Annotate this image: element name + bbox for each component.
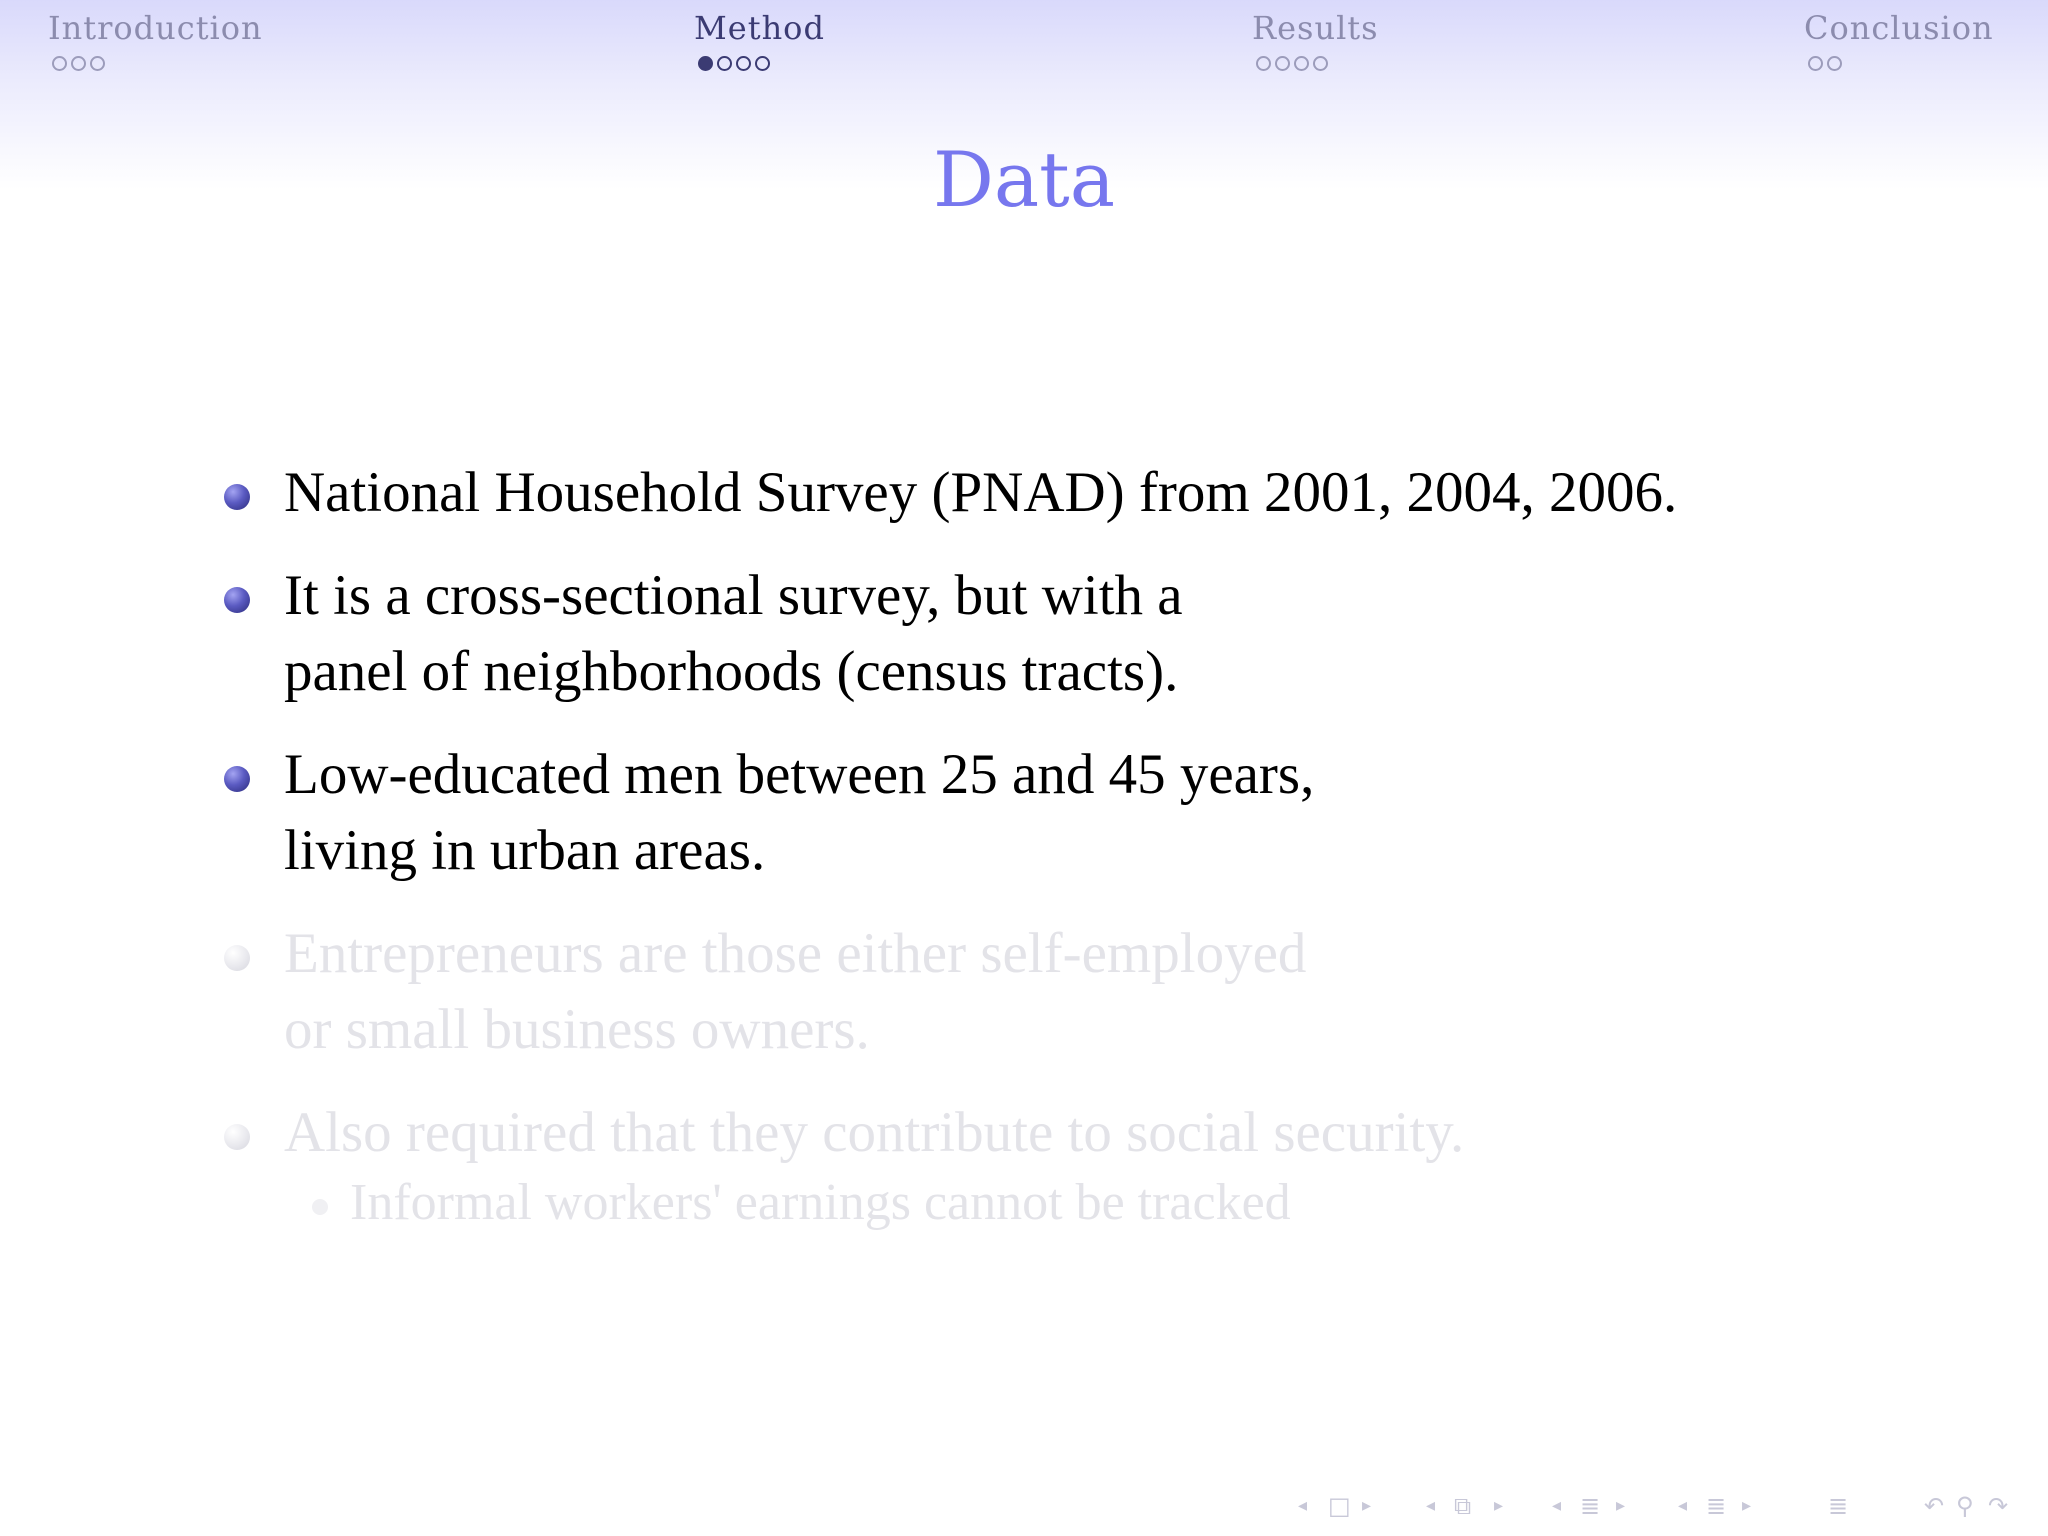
slide-dot[interactable] [1256,56,1271,71]
slide-dot[interactable] [1294,56,1309,71]
section-introduction[interactable] [48,8,263,71]
arrow-left-icon[interactable]: ◂ [1552,1495,1562,1516]
bullet-ball-icon [224,1124,250,1150]
list-item [218,737,1958,889]
section-dots [1256,56,1379,71]
slide-dot[interactable] [1808,56,1823,71]
slide-dot[interactable] [71,56,86,71]
item-text: Also required that they contribute to social security. [284,1101,1465,1164]
search-icon[interactable]: ⚲ [1956,1492,1974,1520]
sub-bullet-icon [312,1199,328,1215]
section-method[interactable] [694,8,825,71]
slide-dot[interactable] [755,56,770,71]
bullet-ball-icon [224,484,250,510]
slide-dot-current[interactable] [698,56,713,71]
bullet-ball-icon [224,945,250,971]
section-label[interactable]: Introduction [48,9,263,47]
item-text: It is a cross-sectional survey, but with a panel of neighborhoods (census tracts). [284,564,1183,703]
subsection-icon[interactable]: ⧉ [1454,1492,1472,1520]
section-conclusion[interactable] [1804,8,1994,71]
arrow-right-icon[interactable]: ▸ [1742,1495,1752,1516]
arrow-left-icon[interactable]: ◂ [1426,1495,1436,1516]
frame-icon[interactable]: □ [1328,1492,1351,1520]
slide-dot[interactable] [717,56,732,71]
section-label[interactable]: Conclusion [1804,9,1994,47]
slide-dot[interactable] [90,56,105,71]
section-label[interactable]: Method [694,9,825,47]
section-icon[interactable]: ≣ [1580,1492,1601,1520]
search-forward-icon[interactable]: ↷ [1988,1492,2009,1520]
arrow-left-icon[interactable]: ◂ [1678,1495,1688,1516]
bullet-ball-icon [224,766,250,792]
bullet-list [218,455,1958,1241]
arrow-left-icon[interactable]: ◂ [1298,1495,1308,1516]
section-dots [698,56,825,71]
section-label[interactable]: Results [1252,9,1379,47]
bullet-ball-icon [224,587,250,613]
slide-dot[interactable] [1827,56,1842,71]
item-text: Entrepreneurs are those either self-employed or small business owners. [284,922,1307,1061]
align-icon[interactable]: ≣ [1828,1492,1849,1520]
arrow-right-icon[interactable]: ▸ [1616,1495,1626,1516]
item-text: Low-educated men between 25 and 45 years, living in urban areas. [284,743,1315,882]
slide-dot[interactable] [1313,56,1328,71]
slide-dot[interactable] [52,56,67,71]
list-item-hidden [218,916,1958,1068]
sub-item-text: Informal workers' earnings cannot be tracked [350,1174,1291,1231]
search-back-icon[interactable]: ↶ [1924,1492,1945,1520]
list-item [218,455,1958,531]
sub-list-item-hidden [284,1165,1958,1241]
item-text: National Household Survey (PNAD) from 2001, 2004, 2006. [284,461,1678,524]
section-results[interactable] [1252,8,1379,71]
list-item-hidden [218,1095,1958,1241]
arrow-right-icon[interactable]: ▸ [1494,1495,1504,1516]
slide-dot[interactable] [1275,56,1290,71]
slide-dot[interactable] [736,56,751,71]
section-dots [1808,56,1994,71]
section-dots [52,56,263,71]
align-icon[interactable]: ≣ [1706,1492,1727,1520]
arrow-right-icon[interactable]: ▸ [1362,1495,1372,1516]
beamer-navigation-bar [1298,1488,2038,1524]
slide-title: Data [932,135,1116,224]
list-item [218,558,1958,710]
